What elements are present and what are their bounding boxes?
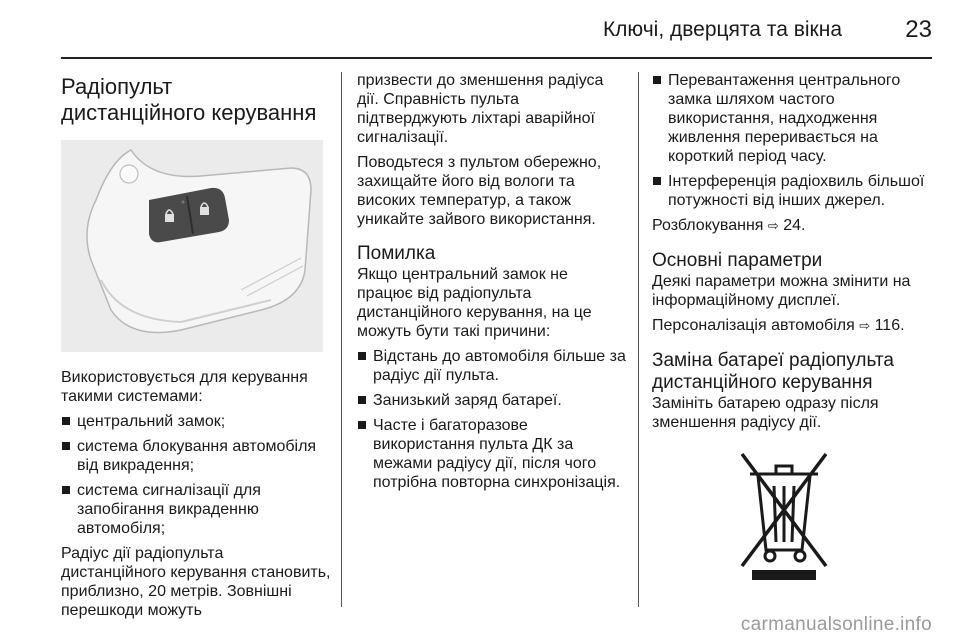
list-item: Відстань до автомобіля більше за радіус дії пульта. (357, 347, 627, 385)
systems-list (61, 412, 331, 538)
column-3 (652, 71, 927, 584)
battery-text: Замініть батарею одразу після зменшення радіусу дії. (652, 395, 879, 431)
unlock-reference[interactable]: Розблокування ⇨ 24. (652, 217, 806, 234)
list-item: Занизький заряд батареї. (357, 391, 627, 410)
section-heading-remote: Радіопульт дистанційного керування (61, 74, 317, 125)
section-heading-battery: Заміна батареї радіопульта дистанційного керування (652, 350, 894, 393)
reference-arrow-icon: ⇨ (859, 319, 871, 334)
intro-text: Використовується для керування такими системами: (61, 369, 308, 405)
page-number: 23 (905, 16, 932, 43)
section-heading-fault: Помилка (357, 243, 436, 264)
params-text: Деякі параметри можна змінити на інформаційному дисплеї. (652, 273, 911, 309)
header-divider (61, 57, 932, 59)
column-divider-1 (341, 72, 342, 607)
list-item: центральний замок; (61, 412, 331, 431)
reference-arrow-icon: ⇨ (767, 219, 779, 234)
care-text: Поводьтеся з пультом обережно, захищайте його від вологи та високих температур, а також уникайте зайвого використання. (357, 154, 602, 228)
causes-list-continued (652, 71, 927, 210)
watermark: carmanualsonline.info (740, 614, 932, 635)
column-divider-2 (638, 72, 639, 607)
weee-disposal-icon (736, 446, 832, 584)
causes-list (357, 347, 627, 492)
column-2 (357, 71, 627, 498)
list-item: Перевантаження центрального замка шляхом частого використання, надходження живлення переривається на короткий період часу. (652, 71, 927, 166)
list-item: Інтерференція радіохвиль більшої потужності від інших джерел. (652, 172, 927, 210)
remote-key-illustration (61, 140, 323, 352)
range-text: Радіус дії радіопульта дистанційного керування становить, приблизно, 20 метрів. Зовнішні перешкоди можуть (61, 545, 331, 619)
column-1 (61, 74, 331, 626)
list-item: система сигналізації для запобігання викраденню автомобіля; (61, 481, 331, 538)
personalization-reference[interactable]: Персоналізація автомобіля ⇨ 116. (652, 317, 905, 334)
list-item: Часте і багаторазове використання пульта ДК за межами радіусу дії, після чого потрібна повторна синхронізація. (357, 416, 627, 492)
list-item: система блокування автомобіля від викрадення; (61, 437, 331, 475)
fault-intro: Якщо центральний замок не працює від радіопульта дистанційного керування, на це можуть бути такі причини: (357, 266, 592, 340)
continued-text: призвести до зменшення радіуса дії. Справність пульта підтверджують ліхтарі аварійної сигналізації. (357, 72, 604, 146)
section-heading-params: Основні параметри (652, 250, 823, 271)
page-header-title: Ключі, дверцята та вікна (602, 18, 842, 41)
